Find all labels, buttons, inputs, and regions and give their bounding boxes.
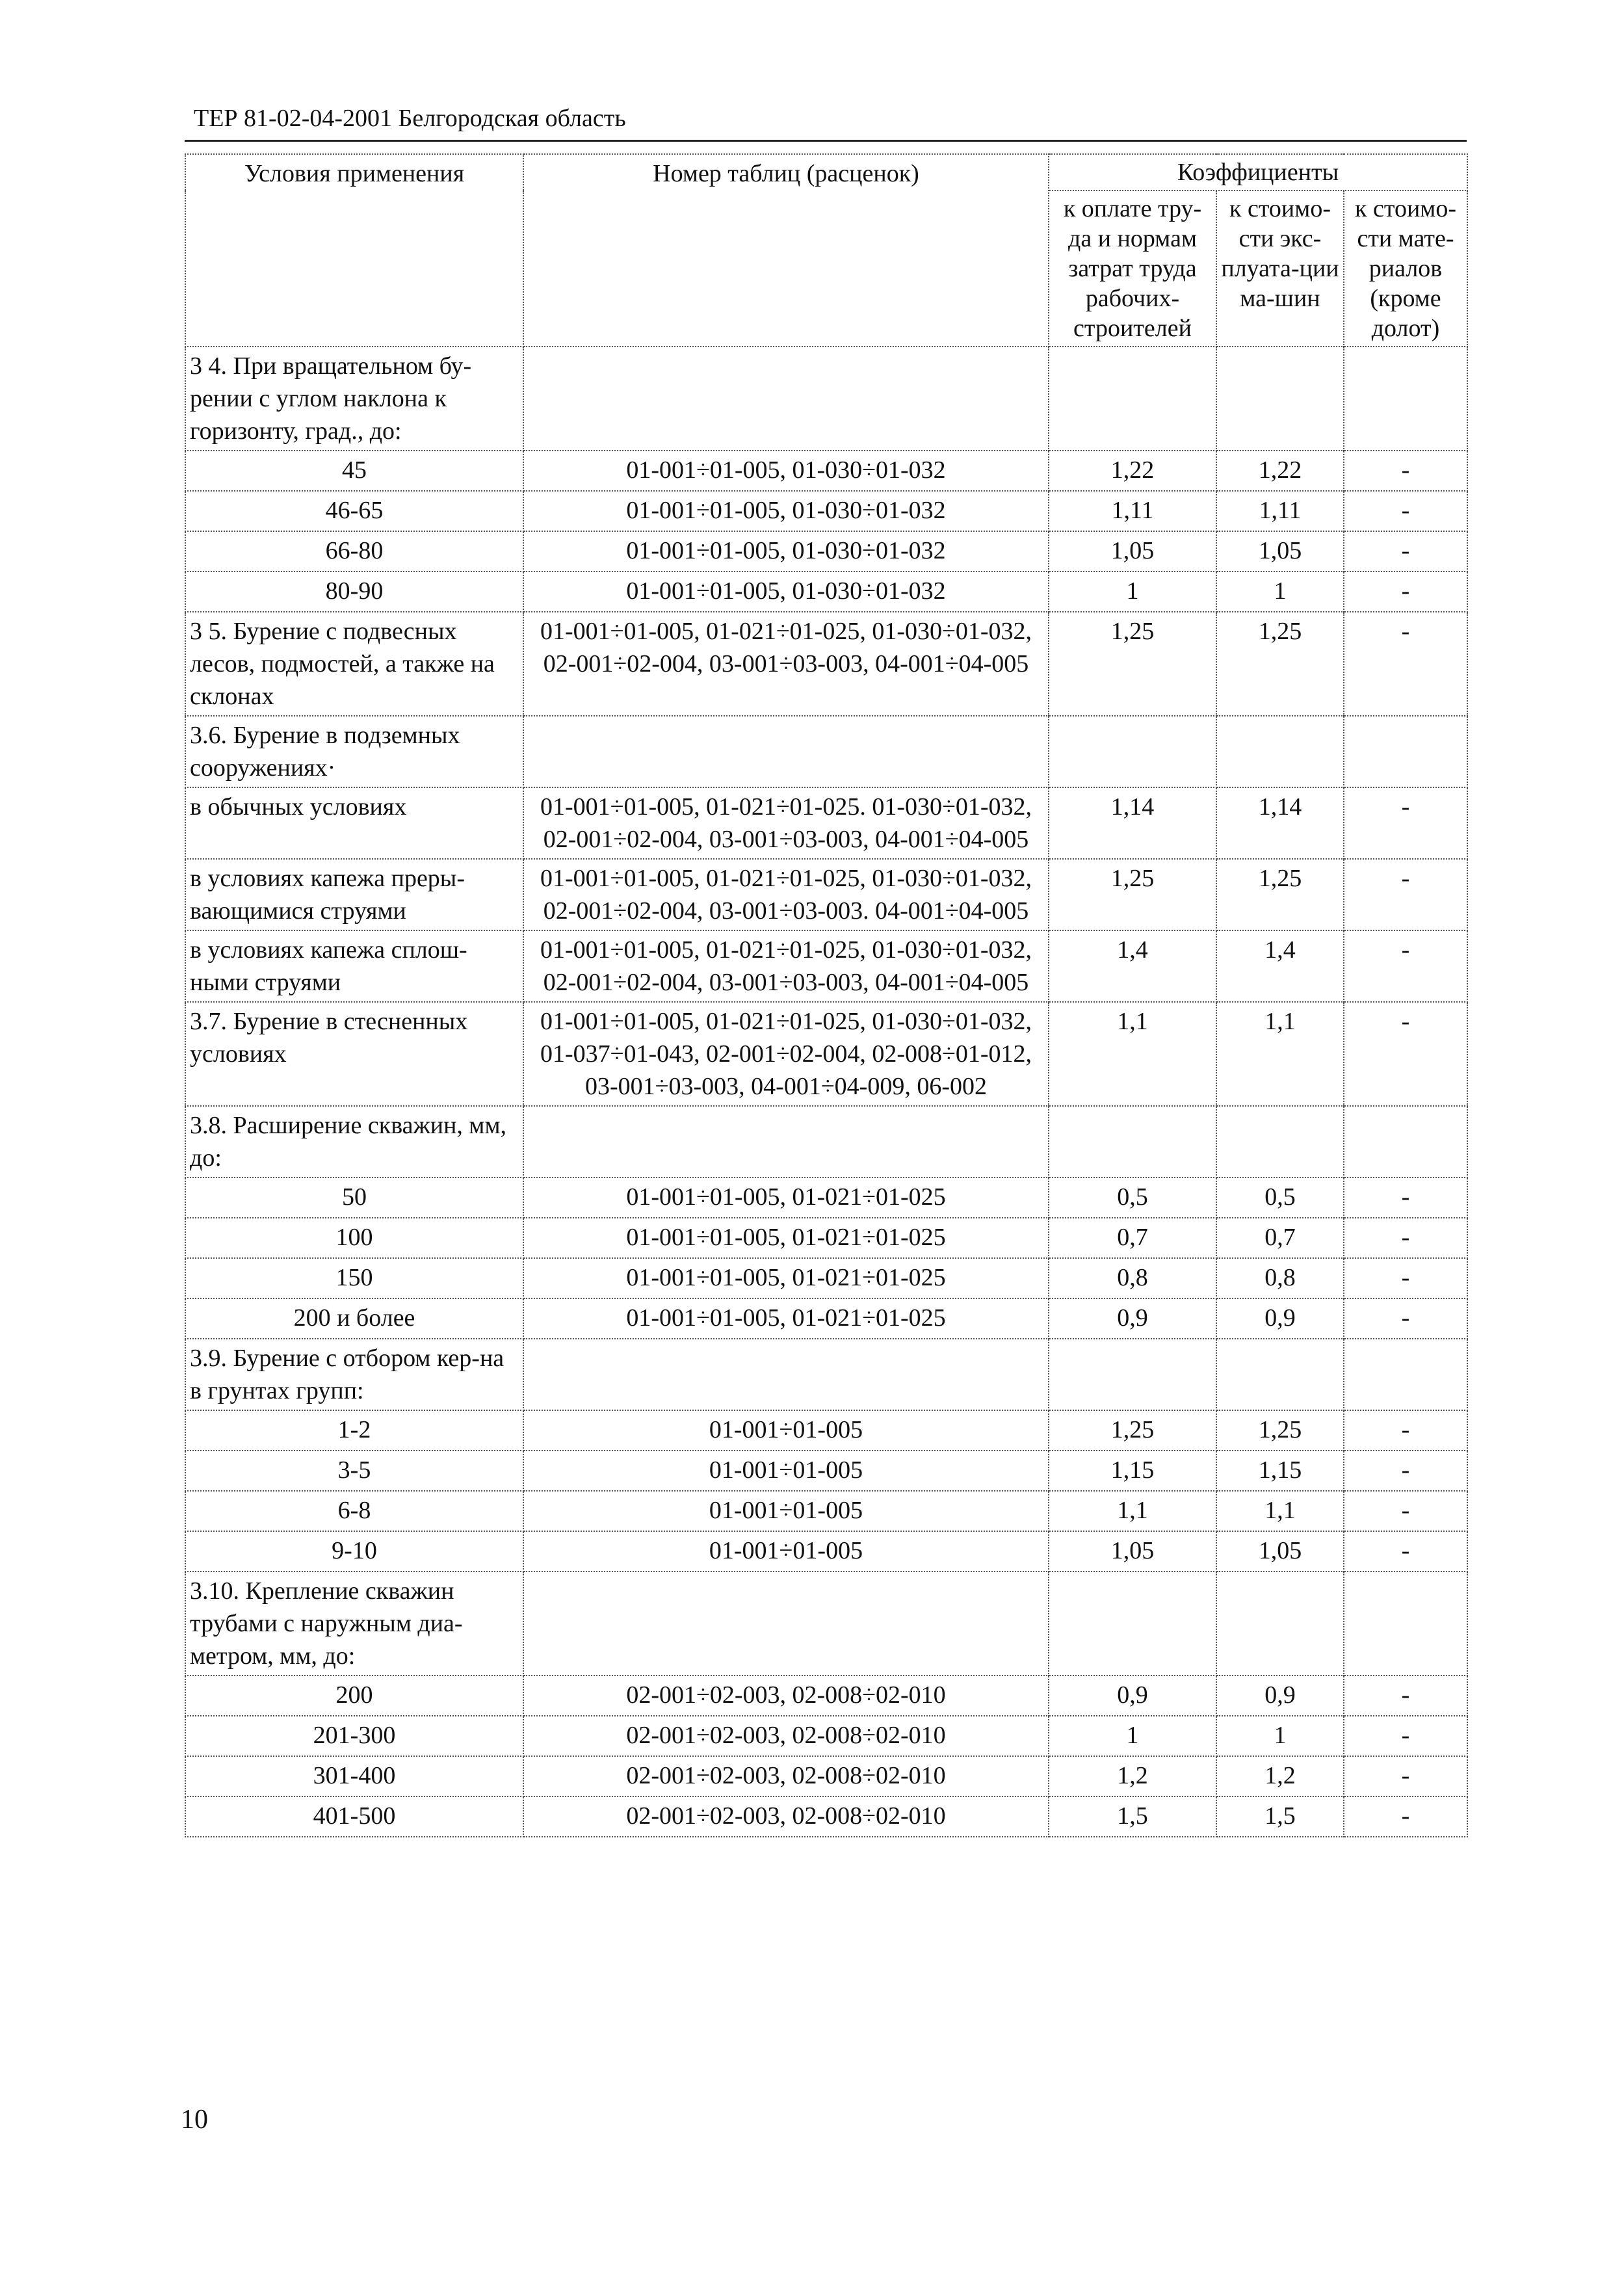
table-row [185,1676,1467,1716]
column-header-conditions: Условия применения [185,154,523,347]
table-row [185,1298,1467,1339]
table-row [185,1451,1467,1491]
table-row [185,347,1467,451]
table-numbers-cell: 02-001÷02-003, 02-008÷02-010 [523,1716,1049,1756]
machines-coefficient-cell: 1,25 [1216,859,1344,930]
materials-coefficient-cell: - [1344,859,1467,930]
table-numbers-cell: 01-001÷01-005, 01-030÷01-032 [523,572,1049,612]
labor-coefficient-cell: 1,25 [1049,859,1216,930]
condition-cell: 401-500 [185,1796,523,1837]
machines-coefficient-cell: 0,7 [1216,1218,1344,1258]
machines-coefficient-cell: 1,15 [1216,1451,1344,1491]
labor-coefficient-cell: 0,9 [1049,1298,1216,1339]
labor-coefficient-cell: 0,5 [1049,1177,1216,1218]
labor-coefficient-cell: 1 [1049,572,1216,612]
machines-coefficient-cell: 0,8 [1216,1258,1344,1298]
machines-coefficient-cell: 1,05 [1216,1531,1344,1571]
table-row [185,1339,1467,1410]
table-row [185,1531,1467,1571]
table-row [185,1002,1467,1106]
section-heading: 3.10. Крепление скважин трубами с наружным диа-метром, мм, до: [185,1571,523,1676]
labor-coefficient-cell: 0,7 [1049,1218,1216,1258]
empty-cell [523,347,1049,451]
labor-coefficient-cell: 1,05 [1049,531,1216,572]
condition-cell: в условиях капежа сплош-ными струями [185,930,523,1002]
table-numbers-cell: 01-001÷01-005, 01-021÷01-025, 01-030÷01-032, 02-001÷02-004, 03-001÷03-003. 04-001÷04-005 [523,859,1049,930]
column-header-labor: к оплате тру-да и нормам затрат труда рабочих-строителей [1049,191,1216,347]
labor-coefficient-cell: 0,9 [1049,1676,1216,1716]
machines-coefficient-cell: 0,9 [1216,1298,1344,1339]
machines-coefficient-cell: 1,1 [1216,1491,1344,1531]
table-numbers-cell: 01-001÷01-005 [523,1451,1049,1491]
table-numbers-cell: 01-001÷01-005, 01-030÷01-032 [523,491,1049,531]
empty-cell [1216,1571,1344,1676]
column-header-table-numbers: Номер таблиц (расценок) [523,154,1049,347]
column-header-materials: к стоимо-сти мате-риалов (кроме долот) [1344,191,1467,347]
machines-coefficient-cell: 0,9 [1216,1676,1344,1716]
labor-coefficient-cell: 1,25 [1049,612,1216,716]
table-row [185,1218,1467,1258]
table-row [185,1716,1467,1756]
table-numbers-cell: 01-001÷01-005, 01-021÷01-025, 01-030÷01-032, 02-001÷02-004, 03-001÷03-003, 04-001÷04-005 [523,930,1049,1002]
empty-cell [1216,1339,1344,1410]
table-row [185,1796,1467,1837]
condition-cell: 200 [185,1676,523,1716]
table-numbers-cell: 01-001÷01-005, 01-021÷01-025 [523,1177,1049,1218]
materials-coefficient-cell: - [1344,1410,1467,1451]
table-numbers-cell: 01-001÷01-005, 01-021÷01-025, 01-030÷01-032, 02-001÷02-004, 03-001÷03-003, 04-001÷04-005 [523,612,1049,716]
materials-coefficient-cell: - [1344,1002,1467,1106]
labor-coefficient-cell: 1 [1049,1716,1216,1756]
materials-coefficient-cell: - [1344,1218,1467,1258]
labor-coefficient-cell: 1,1 [1049,1002,1216,1106]
table-row [185,859,1467,930]
table-numbers-cell: 02-001÷02-003, 02-008÷02-010 [523,1756,1049,1796]
machines-coefficient-cell: 1,2 [1216,1756,1344,1796]
table-numbers-cell: 01-001÷01-005, 01-030÷01-032 [523,531,1049,572]
column-header-machines: к стоимо-сти экс-плуата-ции ма-шин [1216,191,1344,347]
machines-coefficient-cell: 1,1 [1216,1002,1344,1106]
condition-cell: 66-80 [185,531,523,572]
table-numbers-cell: 01-001÷01-005, 01-021÷01-025 [523,1298,1049,1339]
table-row [185,491,1467,531]
section-heading: 3.6. Бурение в подземных сооружениях· [185,716,523,787]
machines-coefficient-cell: 1,11 [1216,491,1344,531]
machines-coefficient-cell: 1,22 [1216,451,1344,491]
empty-cell [523,1339,1049,1410]
table-row [185,930,1467,1002]
machines-coefficient-cell: 1,5 [1216,1796,1344,1837]
condition-cell: 100 [185,1218,523,1258]
table-numbers-cell: 01-001÷01-005 [523,1531,1049,1571]
table-row [185,451,1467,491]
table-numbers-cell: 02-001÷02-003, 02-008÷02-010 [523,1676,1049,1716]
condition-cell: 50 [185,1177,523,1218]
page-number: 10 [181,2105,208,2135]
table-row [185,1571,1467,1676]
table-numbers-cell: 01-001÷01-005 [523,1410,1049,1451]
empty-cell [1344,347,1467,451]
condition-cell: 6-8 [185,1491,523,1531]
table-row [185,1491,1467,1531]
condition-cell: 3-5 [185,1451,523,1491]
materials-coefficient-cell: - [1344,1298,1467,1339]
empty-cell [1216,347,1344,451]
materials-coefficient-cell: - [1344,1177,1467,1218]
condition-cell: 200 и более [185,1298,523,1339]
labor-coefficient-cell: 1,5 [1049,1796,1216,1837]
materials-coefficient-cell: - [1344,1451,1467,1491]
table-numbers-cell: 01-001÷01-005, 01-021÷01-025 [523,1258,1049,1298]
condition-cell: 301-400 [185,1756,523,1796]
empty-cell [1049,1339,1216,1410]
materials-coefficient-cell: - [1344,451,1467,491]
condition-cell: 46-65 [185,491,523,531]
condition-cell: 3.7. Бурение в стесненных условиях [185,1002,523,1106]
materials-coefficient-cell: - [1344,1258,1467,1298]
materials-coefficient-cell: - [1344,930,1467,1002]
empty-cell [523,1106,1049,1177]
table-numbers-cell: 02-001÷02-003, 02-008÷02-010 [523,1796,1049,1837]
table-row [185,1410,1467,1451]
empty-cell [1344,1339,1467,1410]
labor-coefficient-cell: 1,2 [1049,1756,1216,1796]
condition-cell: 45 [185,451,523,491]
condition-cell: 80-90 [185,572,523,612]
empty-cell [1216,1106,1344,1177]
materials-coefficient-cell: - [1344,1491,1467,1531]
table-row [185,1177,1467,1218]
condition-cell: 3 5. Бурение с подвесных лесов, подмостей, а также на склонах [185,612,523,716]
labor-coefficient-cell: 1,22 [1049,451,1216,491]
empty-cell [523,1571,1049,1676]
table-row [185,787,1467,859]
table-row [185,531,1467,572]
empty-cell [1049,347,1216,451]
labor-coefficient-cell: 1,05 [1049,1531,1216,1571]
empty-cell [1049,1571,1216,1676]
machines-coefficient-cell: 1 [1216,572,1344,612]
empty-cell [1049,1106,1216,1177]
labor-coefficient-cell: 1,15 [1049,1451,1216,1491]
section-heading: 3 4. При вращательном бу-рении с углом наклона к горизонту, град., до: [185,347,523,451]
materials-coefficient-cell: - [1344,1796,1467,1837]
empty-cell [1344,716,1467,787]
table-numbers-cell: 01-001÷01-005, 01-030÷01-032 [523,451,1049,491]
labor-coefficient-cell: 1,11 [1049,491,1216,531]
table-numbers-cell: 01-001÷01-005, 01-021÷01-025. 01-030÷01-032, 02-001÷02-004, 03-001÷03-003, 04-001÷04-005 [523,787,1049,859]
machines-coefficient-cell: 0,5 [1216,1177,1344,1218]
table-numbers-cell: 01-001÷01-005, 01-021÷01-025, 01-030÷01-032, 01-037÷01-043, 02-001÷02-004, 02-008÷01-012, 03-001÷03-003, 04-001÷04-009, 06-002 [523,1002,1049,1106]
materials-coefficient-cell: - [1344,1756,1467,1796]
empty-cell [1344,1571,1467,1676]
labor-coefficient-cell: 0,8 [1049,1258,1216,1298]
materials-coefficient-cell: - [1344,491,1467,531]
section-heading: 3.9. Бурение с отбором кер-на в грунтах групп: [185,1339,523,1410]
materials-coefficient-cell: - [1344,1716,1467,1756]
section-heading: 3.8. Расширение скважин, мм, до: [185,1106,523,1177]
labor-coefficient-cell: 1,1 [1049,1491,1216,1531]
materials-coefficient-cell: - [1344,1676,1467,1716]
empty-cell [1049,716,1216,787]
machines-coefficient-cell: 1,25 [1216,612,1344,716]
table-row [185,1258,1467,1298]
condition-cell: в условиях капежа преры-вающимися струями [185,859,523,930]
table-row [185,572,1467,612]
table-row [185,716,1467,787]
document-header: ТЕР 81-02-04-2001 Белгородская область [194,105,626,132]
materials-coefficient-cell: - [1344,612,1467,716]
machines-coefficient-cell: 1,05 [1216,531,1344,572]
condition-cell: в обычных условиях [185,787,523,859]
condition-cell: 9-10 [185,1531,523,1571]
machines-coefficient-cell: 1,14 [1216,787,1344,859]
table-row [185,1756,1467,1796]
empty-cell [1216,716,1344,787]
materials-coefficient-cell: - [1344,572,1467,612]
table-numbers-cell: 01-001÷01-005 [523,1491,1049,1531]
labor-coefficient-cell: 1,14 [1049,787,1216,859]
header-rule [185,140,1467,142]
labor-coefficient-cell: 1,25 [1049,1410,1216,1451]
empty-cell [1344,1106,1467,1177]
materials-coefficient-cell: - [1344,531,1467,572]
labor-coefficient-cell: 1,4 [1049,930,1216,1002]
machines-coefficient-cell: 1,25 [1216,1410,1344,1451]
table-body [185,347,1467,1837]
condition-cell: 201-300 [185,1716,523,1756]
column-header-coefficients: Коэффициенты [1049,154,1467,191]
table-row [185,612,1467,716]
condition-cell: 150 [185,1258,523,1298]
condition-cell: 1-2 [185,1410,523,1451]
materials-coefficient-cell: - [1344,787,1467,859]
empty-cell [523,716,1049,787]
machines-coefficient-cell: 1,4 [1216,930,1344,1002]
table-row [185,1106,1467,1177]
coefficients-table [185,153,1468,1837]
table-numbers-cell: 01-001÷01-005, 01-021÷01-025 [523,1218,1049,1258]
materials-coefficient-cell: - [1344,1531,1467,1571]
machines-coefficient-cell: 1 [1216,1716,1344,1756]
